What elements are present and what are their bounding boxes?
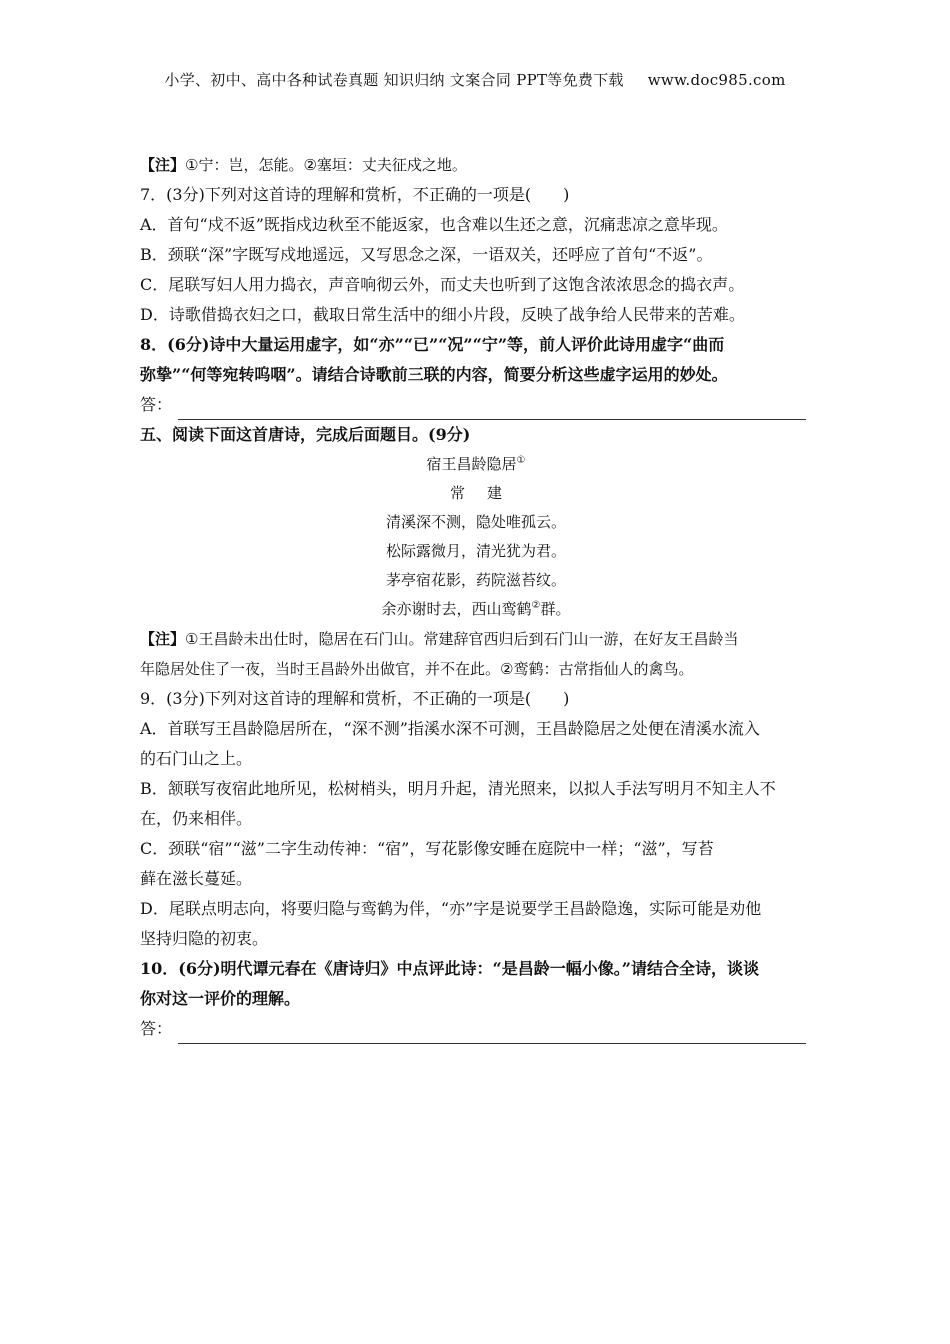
poem-line-4-footnote-mark: ② xyxy=(531,600,541,611)
poem-line-4 xyxy=(140,595,812,624)
q9-option-b-line-2: 在，仍来相伴。 xyxy=(140,809,253,828)
poem-line-3: 茅亭宿花影，药院滋苔纹。 xyxy=(385,571,566,589)
note-2-tag: 【注】 xyxy=(140,630,186,648)
poem-title xyxy=(140,450,812,479)
q10-answer-blank[interactable] xyxy=(178,1023,806,1044)
poem-line-4b: 群。 xyxy=(540,600,571,618)
poem-title-text: 宿王昌龄隐居 xyxy=(426,455,517,473)
q9-option-b-line-1: B．颔联写夜宿此地所见，松树梢头，明月升起，清光照来，以拟人手法写明月不知主人不 xyxy=(140,779,776,798)
q9-option-c-line-1: C．颈联“宿”“滋”二字生动传神：“宿”，写花影像安睡在庭院中一样；“滋”，写苔 xyxy=(140,839,714,858)
q7-stem: 7．(3分)下列对这首诗的理解和赏析，不正确的一项是( ) xyxy=(140,185,570,204)
q9-option-a-line-2: 的石门山之上。 xyxy=(140,749,253,768)
q10-answer-line[interactable] xyxy=(140,1014,812,1044)
note-2-text-1: ①王昌龄未出仕时，隐居在石门山。常建辞官西归后到石门山一游，在好友王昌龄当 xyxy=(185,630,739,648)
poem-author: 常建 xyxy=(449,484,524,502)
q7-option-b: B．颈联“深”字既写戍地遥远，又写思念之深，一语双关，还呼应了首句“不返”。 xyxy=(140,245,713,264)
q9-option-a-line-1: A．首联写王昌龄隐居所在，“深不测”指溪水深不可测，王昌龄隐居之处便在清溪水流入 xyxy=(140,719,760,738)
q8-answer-label: 答： xyxy=(140,395,173,414)
q7-option-a: A．首句“戍不返”既指戍边秋至不能返家，也含难以生还之意，沉痛悲凉之意毕现。 xyxy=(140,215,728,234)
q9-option-d-line-2: 坚持归隐的初衷。 xyxy=(140,929,269,948)
q10-stem-line-2: 你对这一评价的理解。 xyxy=(140,989,301,1008)
q8-answer-blank[interactable] xyxy=(178,399,806,420)
q10-stem-line-1: 10．(6分)明代谭元春在《唐诗归》中点评此诗：“是昌龄一幅小像。”请结合全诗，谈谈 xyxy=(140,959,759,978)
note-1-text: ①宁：岂，怎能。②塞垣：丈夫征戍之地。 xyxy=(185,156,467,174)
q7-option-c: C．尾联写妇人用力捣衣，声音响彻云外，而丈夫也听到了这饱含浓浓思念的捣衣声。 xyxy=(140,275,745,294)
note-2-line-1 xyxy=(140,624,812,654)
q9-option-c-line-2: 藓在滋长蔓延。 xyxy=(140,869,253,888)
note-2-line-2: 年隐居处住了一夜，当时王昌龄外出做官，并不在此。②鸾鹤：古常指仙人的禽鸟。 xyxy=(140,660,694,678)
q8-stem-line-2: 弥挚”“何等宛转呜咽”。请结合诗歌前三联的内容，简要分析这些虚字运用的妙处。 xyxy=(140,365,728,384)
q7-option-d: D．诗歌借捣衣妇之口，截取日常生活中的细小片段，反映了战争给人民带来的苦难。 xyxy=(140,305,745,324)
poem-line-1: 清溪深不测，隐处唯孤云。 xyxy=(385,513,566,531)
q9-stem: 9．(3分)下列对这首诗的理解和赏析，不正确的一项是( ) xyxy=(140,689,570,708)
document-body xyxy=(140,150,812,1044)
q8-stem-line-1: 8．(6分)诗中大量运用虚字，如“亦”“已”“况”“宁”等，前人评价此诗用虚字“曲而 xyxy=(140,335,725,354)
note-1-tag: 【注】 xyxy=(140,156,186,174)
header-url[interactable]: www.doc985.com xyxy=(647,71,786,89)
q10-answer-label: 答： xyxy=(140,1019,173,1038)
poem-line-2: 松际露微月，清光犹为君。 xyxy=(385,542,566,560)
q8-answer-line[interactable] xyxy=(140,390,812,420)
note-1 xyxy=(140,150,812,180)
q9-option-d-line-1: D．尾联点明志向，将要归隐与鸾鹤为伴，“亦”字是说要学王昌龄隐逸，实际可能是劝他 xyxy=(140,899,762,918)
page-header xyxy=(0,69,950,90)
header-text: 小学、初中、高中各种试卷真题 知识归纳 文案合同 PPT等免费下载 xyxy=(164,71,624,89)
section-5-heading: 五、阅读下面这首唐诗，完成后面题目。(9分) xyxy=(140,425,471,444)
poem-title-footnote-mark: ① xyxy=(516,455,526,466)
poem-line-4a: 余亦谢时去，西山鸾鹤 xyxy=(381,600,532,618)
